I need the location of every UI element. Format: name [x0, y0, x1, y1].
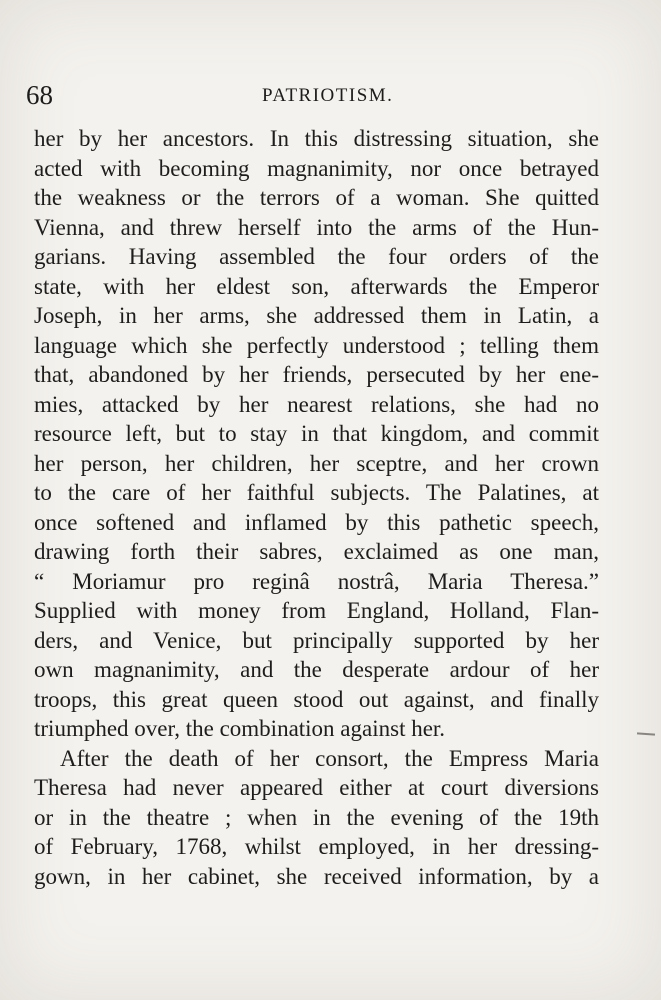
text-line: of February, 1768, whilst employed, in her dressing-	[34, 834, 599, 859]
text-line: her by her ancestors. In this distressing situation, she	[34, 126, 599, 151]
paragraph	[34, 744, 599, 892]
margin-mark	[637, 732, 655, 735]
text-line: After the death of her consort, the Empress Maria	[60, 745, 599, 771]
text-line: resource left, but to stay in that kingdom, and commit	[34, 421, 599, 446]
text-line: to the care of her faithful subjects. The Palatines, at	[34, 480, 599, 505]
text-line: Supplied with money from England, Holland, Flan-	[34, 598, 599, 623]
paragraph	[34, 124, 599, 744]
text-line: gown, in her cabinet, she received information, by a	[34, 863, 599, 889]
text-line: language which she perfectly understood ; telling them	[34, 332, 599, 358]
text-line: or in the theatre ; when in the evening of the 19th	[34, 804, 599, 830]
text-line: “ Moriamur pro reginâ nostrâ, Maria Theresa.”	[34, 568, 599, 594]
text-line: Theresa had never appeared either at court diversions	[34, 775, 599, 800]
page-header	[26, 78, 606, 114]
running-head: PATRIOTISM.	[262, 85, 394, 106]
body-text	[34, 124, 599, 891]
text-line: acted with becoming magnanimity, nor once betrayed	[34, 155, 599, 181]
text-line: her person, her children, her sceptre, and her crown	[34, 450, 599, 476]
text-line: once softened and inflamed by this pathetic speech,	[34, 509, 599, 535]
text-line: that, abandoned by her friends, persecuted by her ene-	[34, 362, 599, 387]
text-line: troops, this great queen stood out against, and finally	[34, 686, 599, 712]
text-line: Joseph, in her arms, she addressed them in Latin, a	[34, 303, 599, 328]
text-line: Vienna, and threw herself into the arms of the Hun-	[34, 214, 599, 240]
text-line: garians. Having assembled the four orders of the	[34, 244, 599, 269]
text-line: triumphed over, the combination against her.	[34, 716, 446, 741]
text-line: drawing forth their sabres, exclaimed as one man,	[34, 539, 599, 564]
text-line: the weakness or the terrors of a woman. She quitted	[34, 185, 599, 210]
page-number: 68	[26, 80, 53, 110]
text-line: own magnanimity, and the desperate ardour of her	[34, 657, 599, 682]
text-line: mies, attacked by her nearest relations, she had no	[34, 391, 599, 417]
text-line: ders, and Venice, but principally supported by her	[34, 627, 599, 653]
text-line: state, with her eldest son, afterwards the Emperor	[34, 273, 599, 299]
